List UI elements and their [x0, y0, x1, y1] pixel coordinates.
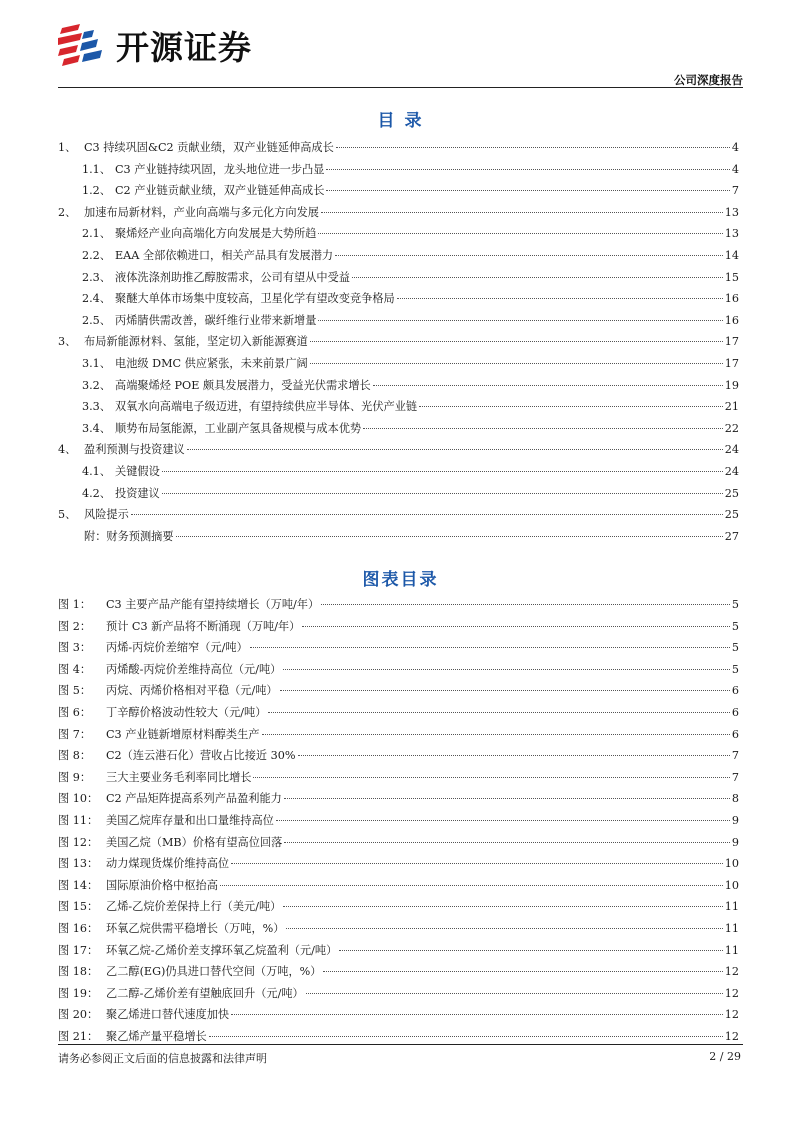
dot-leader — [176, 536, 723, 537]
entry-number: 图 7： — [58, 727, 92, 741]
brand-logo-icon — [58, 24, 104, 68]
entry-number: 4、 — [58, 443, 77, 457]
dot-leader — [268, 712, 729, 713]
entry-number: 1.1、 — [82, 162, 111, 176]
dot-leader — [284, 842, 730, 843]
toc-entry[interactable] — [58, 247, 739, 269]
entry-page: 4 — [731, 141, 739, 154]
entry-title: 乙二醇(EG)仍具进口替代空间（万吨，%） — [106, 965, 322, 979]
entry-title: 环氧乙烷-乙烯价差支撑环氧乙烷盈利（元/吨） — [106, 943, 338, 957]
entry-title: 聚烯烃产业向高端化方向发展是大势所趋 — [115, 227, 317, 241]
figure-entry[interactable] — [58, 704, 739, 726]
entry-page: 12 — [724, 986, 739, 1000]
toc-entry[interactable] — [58, 398, 739, 420]
dot-leader — [231, 863, 723, 864]
entry-title: 顺势布局氢能源，工业副产氢具备规模与成本优势 — [115, 421, 362, 435]
entry-title: 双氧水向高端电子级迈进，有望持续供应半导体、光伏产业链 — [115, 400, 418, 414]
table-of-contents — [58, 139, 739, 549]
figure-list — [58, 596, 739, 1049]
entry-page: 25 — [724, 486, 739, 500]
dot-leader — [321, 212, 723, 213]
entry-number: 1、 — [58, 141, 77, 154]
entry-number: 图 3： — [58, 641, 92, 655]
entry-page: 13 — [724, 227, 739, 241]
entry-title: C2（连云港石化）营收占比接近 30% — [106, 749, 296, 763]
entry-number: 3.4、 — [82, 421, 111, 435]
dot-leader — [306, 993, 723, 994]
toc-title: 目 录 — [377, 111, 424, 131]
entry-title: 丙烯-丙烷价差缩窄（元/吨） — [106, 641, 248, 655]
entry-page: 25 — [724, 508, 739, 522]
entry-page: 11 — [724, 900, 739, 914]
entry-number: 图 20： — [58, 1008, 99, 1022]
dot-leader — [323, 971, 722, 972]
toc-entry[interactable] — [58, 420, 739, 442]
figure-entry[interactable] — [58, 812, 739, 834]
entry-page: 16 — [724, 313, 739, 327]
dot-leader — [283, 906, 722, 907]
entry-page: 6 — [731, 727, 739, 741]
entry-page: 9 — [731, 813, 739, 827]
dot-leader — [250, 647, 730, 648]
entry-number: 3.2、 — [82, 378, 111, 392]
entry-page: 12 — [724, 1008, 739, 1022]
brand-logo — [58, 22, 252, 69]
entry-number: 图 19： — [58, 986, 99, 1000]
entry-page: 27 — [724, 529, 739, 543]
entry-page: 22 — [724, 421, 739, 435]
dot-leader — [187, 449, 723, 450]
dot-leader — [302, 626, 730, 627]
entry-title: EAA 全部依赖进口，相关产品具有发展潜力 — [115, 248, 334, 262]
entry-number: 5、 — [58, 508, 77, 522]
toc-entry[interactable] — [58, 355, 739, 377]
entry-title: 丙烯腈供需改善，碳纤维行业带来新增量 — [115, 313, 317, 327]
entry-page: 6 — [731, 684, 739, 698]
entry-title: C2 产品矩阵提高系列产品盈利能力 — [106, 792, 282, 806]
entry-title: 聚乙烯产量平稳增长 — [106, 1029, 207, 1043]
dot-leader — [321, 604, 730, 605]
entry-page: 7 — [731, 184, 739, 198]
dot-leader — [363, 428, 723, 429]
entry-page: 5 — [731, 662, 739, 676]
entry-number: 2.3、 — [82, 270, 111, 284]
entry-title: 丙烯酸-丙烷价差维持高位（元/吨） — [106, 662, 282, 676]
entry-title: 附：财务预测摘要 — [84, 529, 174, 543]
dot-leader — [326, 169, 729, 170]
entry-page: 10 — [724, 878, 739, 892]
dot-leader — [397, 298, 723, 299]
dot-leader — [262, 734, 730, 735]
toc-entry[interactable] — [58, 528, 739, 550]
entry-title: 丙烷、丙烯价格相对平稳（元/吨） — [106, 684, 278, 698]
toc-entry[interactable] — [58, 204, 739, 226]
entry-page: 19 — [724, 378, 739, 392]
toc-entry[interactable] — [58, 463, 739, 485]
entry-number: 1.2、 — [82, 184, 111, 198]
figure-entry[interactable] — [58, 618, 739, 640]
dot-leader — [280, 690, 730, 691]
entry-number: 图 8： — [58, 749, 92, 763]
entry-title: 关键假设 — [115, 464, 160, 478]
dot-leader — [298, 755, 730, 756]
dot-leader — [318, 320, 722, 321]
entry-number: 图 5： — [58, 684, 92, 698]
figure-entry[interactable] — [58, 682, 739, 704]
entry-number: 2.1、 — [82, 227, 111, 241]
figure-entry[interactable] — [58, 790, 739, 812]
toc-entry[interactable] — [58, 290, 739, 312]
entry-page: 21 — [724, 400, 739, 414]
dot-leader — [335, 255, 723, 256]
toc-entry[interactable] — [58, 506, 739, 528]
entry-number: 3.1、 — [82, 356, 111, 370]
footer-disclaimer: 请务必参阅正文后面的信息披露和法律声明 — [58, 1052, 267, 1065]
entry-number: 图 11： — [58, 813, 99, 827]
entry-page: 24 — [724, 464, 739, 478]
entry-page: 8 — [731, 792, 739, 806]
entry-number: 2.5、 — [82, 313, 111, 327]
entry-title: 美国乙烷（MB）价格有望高位回落 — [106, 835, 283, 849]
entry-page: 14 — [724, 248, 739, 262]
entry-title: C3 持续巩固&C2 贡献业绩，双产业链延伸高成长 — [84, 141, 334, 154]
toc-entry[interactable] — [58, 333, 739, 355]
entry-title: C3 主要产品产能有望持续增长（万吨/年） — [106, 598, 320, 611]
dot-leader — [253, 777, 729, 778]
toc-entry[interactable] — [58, 161, 739, 183]
entry-page: 12 — [724, 1029, 739, 1043]
dot-leader — [284, 798, 730, 799]
entry-page: 12 — [724, 965, 739, 979]
entry-title: 美国乙烷库存量和出口量维持高位 — [106, 813, 274, 827]
dot-leader — [283, 669, 730, 670]
toc-entry[interactable] — [58, 312, 739, 334]
dot-leader — [220, 885, 723, 886]
entry-title: 三大主要业务毛利率同比增长 — [106, 770, 252, 784]
toc-entry[interactable] — [58, 225, 739, 247]
figure-entry[interactable] — [58, 877, 739, 899]
figure-entry[interactable] — [58, 942, 739, 964]
entry-number: 图 12： — [58, 835, 99, 849]
entry-page: 5 — [731, 598, 739, 611]
figure-entry[interactable] — [58, 596, 739, 618]
entry-title: 聚乙烯进口替代速度加快 — [106, 1008, 230, 1022]
entry-title: C3 产业链持续巩固，龙头地位进一步凸显 — [115, 162, 325, 176]
entry-title: 电池级 DMC 供应紧张，未来前景广阔 — [115, 356, 308, 370]
dot-leader — [310, 363, 723, 364]
dot-leader — [373, 385, 723, 386]
dot-leader — [162, 471, 723, 472]
toc-entry[interactable] — [58, 139, 739, 161]
entry-number: 图 9： — [58, 770, 92, 784]
entry-title: 布局新能源材料、氢能，坚定切入新能源赛道 — [84, 335, 308, 349]
entry-title: 投资建议 — [115, 486, 160, 500]
figure-entry[interactable] — [58, 726, 739, 748]
figure-entry[interactable] — [58, 920, 739, 942]
entry-title: 高端聚烯烃 POE 颇具发展潜力，受益光伏需求增长 — [115, 378, 371, 392]
dot-leader — [318, 233, 722, 234]
dot-leader — [339, 950, 722, 951]
entry-page: 7 — [731, 770, 739, 784]
entry-number: 图 1： — [58, 598, 92, 611]
entry-page: 13 — [724, 205, 739, 219]
entry-number: 4.1、 — [82, 464, 111, 478]
entry-page: 24 — [724, 443, 739, 457]
figure-entry[interactable] — [58, 963, 739, 985]
figures-title: 图表目录 — [362, 570, 439, 590]
figure-entry[interactable] — [58, 834, 739, 856]
entry-page: 15 — [724, 270, 739, 284]
entry-title: 盈利预测与投资建议 — [84, 443, 185, 457]
report-type: 公司深度报告 — [674, 73, 743, 87]
dot-leader — [286, 928, 722, 929]
entry-page: 9 — [731, 835, 739, 849]
entry-title: 丁辛醇价格波动性较大（元/吨） — [106, 705, 267, 719]
figure-entry[interactable] — [58, 661, 739, 683]
dot-leader — [231, 1014, 723, 1015]
dot-leader — [162, 493, 723, 494]
entry-page: 17 — [724, 356, 739, 370]
entry-number: 图 2： — [58, 619, 92, 633]
entry-number: 图 13： — [58, 857, 99, 871]
entry-number: 图 4： — [58, 662, 92, 676]
entry-title: 动力煤现货煤价维持高位 — [106, 857, 230, 871]
entry-title: 液体洗涤剂助推乙醇胺需求，公司有望从中受益 — [115, 270, 350, 284]
entry-number: 图 18： — [58, 965, 99, 979]
dot-leader — [419, 406, 723, 407]
figure-entry[interactable] — [58, 898, 739, 920]
entry-number: 图 10： — [58, 792, 99, 806]
entry-number: 2.4、 — [82, 292, 111, 306]
figure-entry[interactable] — [58, 1028, 739, 1050]
entry-number: 2.2、 — [82, 248, 111, 262]
entry-number: 3、 — [58, 335, 77, 349]
entry-page: 10 — [724, 857, 739, 871]
entry-number: 4.2、 — [82, 486, 111, 500]
header-divider — [58, 87, 743, 88]
entry-number: 图 21： — [58, 1029, 99, 1043]
entry-title: 乙烯-乙烷价差保持上行（美元/吨） — [106, 900, 282, 914]
entry-title: 风险提示 — [84, 508, 129, 522]
figure-entry[interactable] — [58, 639, 739, 661]
figure-entry[interactable] — [58, 747, 739, 769]
entry-page: 5 — [731, 619, 739, 633]
entry-page: 4 — [731, 162, 739, 176]
entry-page: 16 — [724, 292, 739, 306]
entry-page: 5 — [731, 641, 739, 655]
dot-leader — [209, 1036, 723, 1037]
entry-page: 6 — [731, 705, 739, 719]
entry-title: 预计 C3 新产品将不断涌现（万吨/年） — [106, 619, 301, 633]
entry-number: 图 15： — [58, 900, 99, 914]
dot-leader — [276, 820, 730, 821]
page-header — [58, 22, 743, 88]
figure-entry[interactable] — [58, 1006, 739, 1028]
entry-number: 3.3、 — [82, 400, 111, 414]
entry-page: 11 — [724, 921, 739, 935]
entry-title: C3 产业链新增原材料醇类生产 — [106, 727, 260, 741]
entry-title: 国际原油价格中枢抬高 — [106, 878, 218, 892]
entry-title: 加速布局新材料，产业向高端与多元化方向发展 — [84, 205, 319, 219]
entry-number: 图 14： — [58, 878, 99, 892]
page-number: 2 / 29 — [709, 1050, 741, 1063]
entry-page: 7 — [731, 749, 739, 763]
entry-page: 17 — [724, 335, 739, 349]
entry-number: 2、 — [58, 205, 77, 219]
dot-leader — [352, 277, 723, 278]
entry-number: 图 16： — [58, 921, 99, 935]
brand-name: 开源证券 — [116, 28, 252, 67]
figure-entry[interactable] — [58, 855, 739, 877]
dot-leader — [310, 341, 723, 342]
entry-title: 乙二醇-乙烯价差有望触底回升（元/吨） — [106, 986, 304, 1000]
entry-title: 环氧乙烷供需平稳增长（万吨，%） — [106, 921, 285, 935]
entry-page: 11 — [724, 943, 739, 957]
dot-leader — [336, 147, 730, 148]
entry-title: 聚醚大单体市场集中度较高，卫星化学有望改变竞争格局 — [115, 292, 395, 306]
toc-entry[interactable] — [58, 269, 739, 291]
toc-entry[interactable] — [58, 377, 739, 399]
footer-divider — [58, 1044, 743, 1045]
figure-entry[interactable] — [58, 769, 739, 791]
entry-number: 图 17： — [58, 943, 99, 957]
figure-entry[interactable] — [58, 985, 739, 1007]
toc-entry[interactable] — [58, 441, 739, 463]
dot-leader — [131, 514, 723, 515]
entry-number: 图 6： — [58, 705, 92, 719]
toc-entry[interactable] — [58, 182, 739, 204]
dot-leader — [326, 190, 729, 191]
toc-entry[interactable] — [58, 485, 739, 507]
entry-title: C2 产业链贡献业绩，双产业链延伸高成长 — [115, 184, 325, 198]
